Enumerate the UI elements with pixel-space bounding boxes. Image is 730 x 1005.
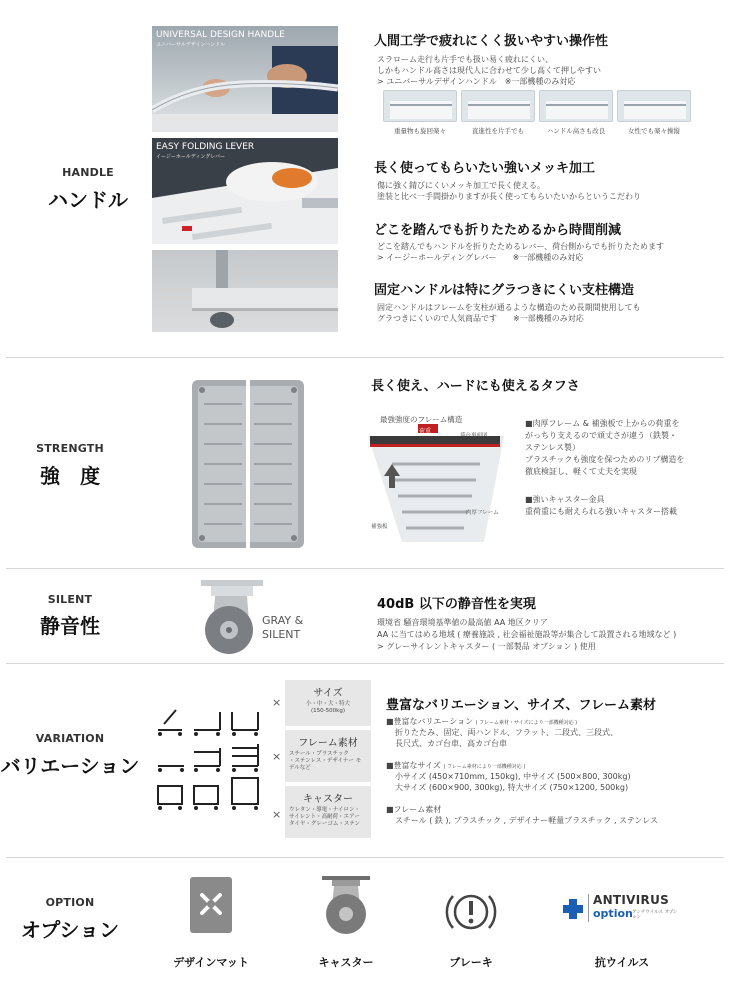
folding-lever-subcaption: イージーホールディングレバー xyxy=(156,154,225,160)
antivirus-small-text: アンチウイルス オプション xyxy=(632,910,678,920)
frame-material-box-desc-1: スチール・プラスチック xyxy=(289,751,349,757)
option-label-jp: オプション xyxy=(20,918,120,942)
size-box xyxy=(285,680,371,726)
gray-silent-caster-image xyxy=(199,578,265,658)
reinforcement-plate-label: 補強板 xyxy=(371,524,388,530)
design-mat-label: デザインマット xyxy=(173,956,249,969)
handle-feature-4-line-1: 固定ハンドルはフレームを支柱が通るような構造のため長期間使用しても xyxy=(377,303,641,312)
variation-line-5: スチール ( 鉄 ), プラスチック , デザイナー軽量プラスチック , ステンレス xyxy=(395,816,659,825)
handle-thumb-2-illustration xyxy=(462,91,535,122)
antivirus-word: ANTIVIRUS xyxy=(593,893,670,907)
caster-box xyxy=(285,786,371,838)
handle-thumb-4-caption: 女性でも楽々操縦 xyxy=(628,127,680,135)
strength-desc-2: がっちり支えるので頑丈さが違う（鉄製・ xyxy=(525,431,677,440)
handle-feature-3-title: どこを踏んでも折りたためるから時間削減 xyxy=(374,223,622,238)
variation-line-1: 折りたたみ、固定、両ハンドル、フラット、二段式、三段式、 xyxy=(395,728,618,737)
variation-head-2-text: ■豊富なサイズ xyxy=(386,761,441,770)
times-sign-2: × xyxy=(272,750,282,763)
handle-thumb-1-caption: 重量物も旋回楽々 xyxy=(394,127,446,135)
variation-head-2-note: ( フレーム素材により一部機種対応 ) xyxy=(443,764,526,770)
silent-label-en: SILENT xyxy=(47,593,93,606)
variation-title: 豊富なバリエーション、サイズ、フレーム素材 xyxy=(386,698,657,713)
strength-desc-6: ■強いキャスター金具 xyxy=(525,495,605,504)
handle-feature-2-line-1: 傷に強く錆びにくいメッキ加工で長く使える。 xyxy=(377,181,545,190)
caster-label: キャスター xyxy=(318,956,374,969)
strength-desc-3: ステンレス製） xyxy=(525,443,580,452)
strength-label-en: STRENGTH xyxy=(36,442,104,455)
universal-handle-photo xyxy=(152,26,338,132)
handle-thumb-3-illustration xyxy=(540,91,613,122)
variation-head-1-note: ( フレーム素材・サイズにより一部機種対応 ) xyxy=(475,720,578,726)
frame-diagram-title: 最強強度のフレーム構造 xyxy=(380,415,463,424)
size-box-desc-2: (150-500kg) xyxy=(311,708,345,714)
handle-feature-2-line-2: 塗装と比べ一手間掛かりますが長く使ってもらいたいからというこだわり xyxy=(377,192,641,201)
handle-thumb-1-illustration xyxy=(384,91,457,122)
handle-thumb-2-caption: 直進性を片手でも xyxy=(472,127,524,135)
strength-desc-5: 徹底検証し、軽くて丈夫を実現 xyxy=(525,467,637,476)
silent-line-1: 環境省 騒音環境基準値の最高値 AA 地区クリア xyxy=(377,618,548,627)
fixed-handle-illustration xyxy=(152,250,338,332)
gray-silent-label-2: SILENT xyxy=(262,628,301,641)
folding-lever-caption: EASY FOLDING LEVER xyxy=(156,142,255,152)
handle-feature-2-title: 長く使ってもらいたい強いメッキ加工 xyxy=(374,161,596,176)
silent-label-jp: 静音性 xyxy=(40,614,100,638)
times-sign-1: × xyxy=(272,696,282,709)
universal-handle-subcaption: ユニバーサルデザインハンドル xyxy=(156,42,226,48)
handle-thumb-4 xyxy=(617,90,691,122)
handle-feature-1-title: 人間工学で疲れにくく扱いやすい操作性 xyxy=(374,34,609,49)
strength-desc-7: 重荷重にも耐えられる強いキャスター搭載 xyxy=(525,507,677,516)
variation-line-3: 小サイズ (450×710mm, 150kg), 中サイズ (500×800, 300kg) xyxy=(395,772,631,781)
gray-silent-label-1: GRAY & xyxy=(262,614,304,627)
handle-thumb-3-caption: ハンドル高さも改良 xyxy=(546,127,606,135)
silent-title: 40dB 以下の静音性を実現 xyxy=(377,597,536,612)
handle-thumb-4-illustration xyxy=(618,91,691,122)
variation-line-4: 大サイズ (600×900, 300kg), 特大サイズ (750×1200, 500kg) xyxy=(395,783,629,792)
handle-feature-1-line-2: しかもハンドル高さは現代人に合わせて少し高くて押しやすい xyxy=(377,66,601,75)
strength-section xyxy=(0,358,730,568)
handle-feature-4-line-2: グラつきにくいので人気商品です ※一部機種のみ対応 xyxy=(377,314,584,323)
size-box-desc-1: 小・中・大・特大 xyxy=(305,701,350,707)
strength-title: 長く使え、ハードにも使えるタフさ xyxy=(371,379,580,394)
load-label: 荷重 xyxy=(419,428,432,435)
option-label-en: OPTION xyxy=(45,896,95,909)
option-section xyxy=(0,858,730,1005)
size-box-title: サイズ xyxy=(313,688,343,699)
variation-label-jp: バリエーション xyxy=(0,754,140,778)
silent-section xyxy=(0,569,730,663)
handle-label-en: HANDLE xyxy=(62,166,114,179)
frame-material-box-desc-2: ・ステンレス・デザイナー モ xyxy=(289,758,362,764)
medical-cross-icon xyxy=(562,898,584,920)
antivirus-label: 抗ウイルス xyxy=(594,956,650,969)
variation-head-1-text: ■豊富なバリエーション xyxy=(386,717,474,726)
strength-label-jp: 強 度 xyxy=(40,464,100,488)
handle-section xyxy=(0,0,730,356)
frame-material-box-desc-3: デルなど xyxy=(289,765,311,771)
deck-underside-image xyxy=(188,380,308,550)
frame-material-box xyxy=(285,730,371,782)
brake-icon xyxy=(443,884,499,940)
deck-back-label: 荷台裏面図 xyxy=(460,433,488,439)
brake-label: ブレーキ xyxy=(449,956,493,969)
frame-material-box-title: フレーム素材 xyxy=(298,738,358,749)
variation-label-en: VARIATION xyxy=(35,732,105,745)
handle-thumb-1 xyxy=(383,90,457,122)
times-sign-3: × xyxy=(272,808,282,821)
universal-handle-caption: UNIVERSAL DESIGN HANDLE xyxy=(156,30,285,40)
caster-icon xyxy=(318,874,374,936)
folding-lever-photo xyxy=(152,138,338,244)
caster-box-desc-3: タイヤ・グレーゴム・ステン xyxy=(289,821,361,827)
caster-box-title: キャスター xyxy=(303,794,353,805)
handle-feature-1-line-3: > ユニバーサルデザインハンドル ※一部機種のみ対応 xyxy=(377,77,576,86)
handle-label-jp: ハンドル xyxy=(48,188,128,212)
antivirus-divider xyxy=(588,894,589,922)
handle-feature-3-line-2: > イージーホールディングレバー ※一部機種のみ対応 xyxy=(377,253,584,262)
handle-feature-4-title: 固定ハンドルは特にグラつきにくい支柱構造 xyxy=(374,283,635,298)
handle-thumb-2 xyxy=(461,90,535,122)
thick-frame-label: 肉厚フレーム xyxy=(466,510,499,516)
strength-desc-4: プラスチックも強度を保つためのリブ構造を xyxy=(525,455,685,464)
handle-feature-3-line-1: どこを踏んでもハンドルを折りたためるレバー、荷台側からでも折りたためます xyxy=(377,242,665,251)
cart-type-icons xyxy=(154,704,264,824)
handle-feature-1-line-1: スラローム走行も片手でも扱い易く疲れにくい、 xyxy=(377,55,553,64)
caster-box-desc-2: サイレント・高耐荷・エアー xyxy=(289,814,360,820)
antivirus-option-word: option xyxy=(593,907,633,920)
design-mat-icon xyxy=(188,875,234,935)
variation-line-2: 長尺式、カゴ台車、高カゴ台車 xyxy=(395,739,507,748)
silent-line-3: > グレーサイレントキャスター ( 一部製品 オプション ) 使用 xyxy=(377,642,596,651)
variation-section xyxy=(0,664,730,854)
handle-thumb-3 xyxy=(539,90,613,122)
variation-head-3: ■フレーム素材 xyxy=(386,805,442,814)
silent-line-2: AA に当てはめる地域 ( 療養施設 , 社会福祉施設等が集合して設置される地域など ) xyxy=(377,630,677,639)
strength-desc-1: ■肉厚フレーム & 補強板で上からの荷重を xyxy=(525,419,680,428)
caster-box-desc-1: ウレタン・導電・ナイロン・ xyxy=(289,807,360,813)
fixed-handle-photo xyxy=(152,250,338,332)
antivirus-logo xyxy=(562,892,682,924)
